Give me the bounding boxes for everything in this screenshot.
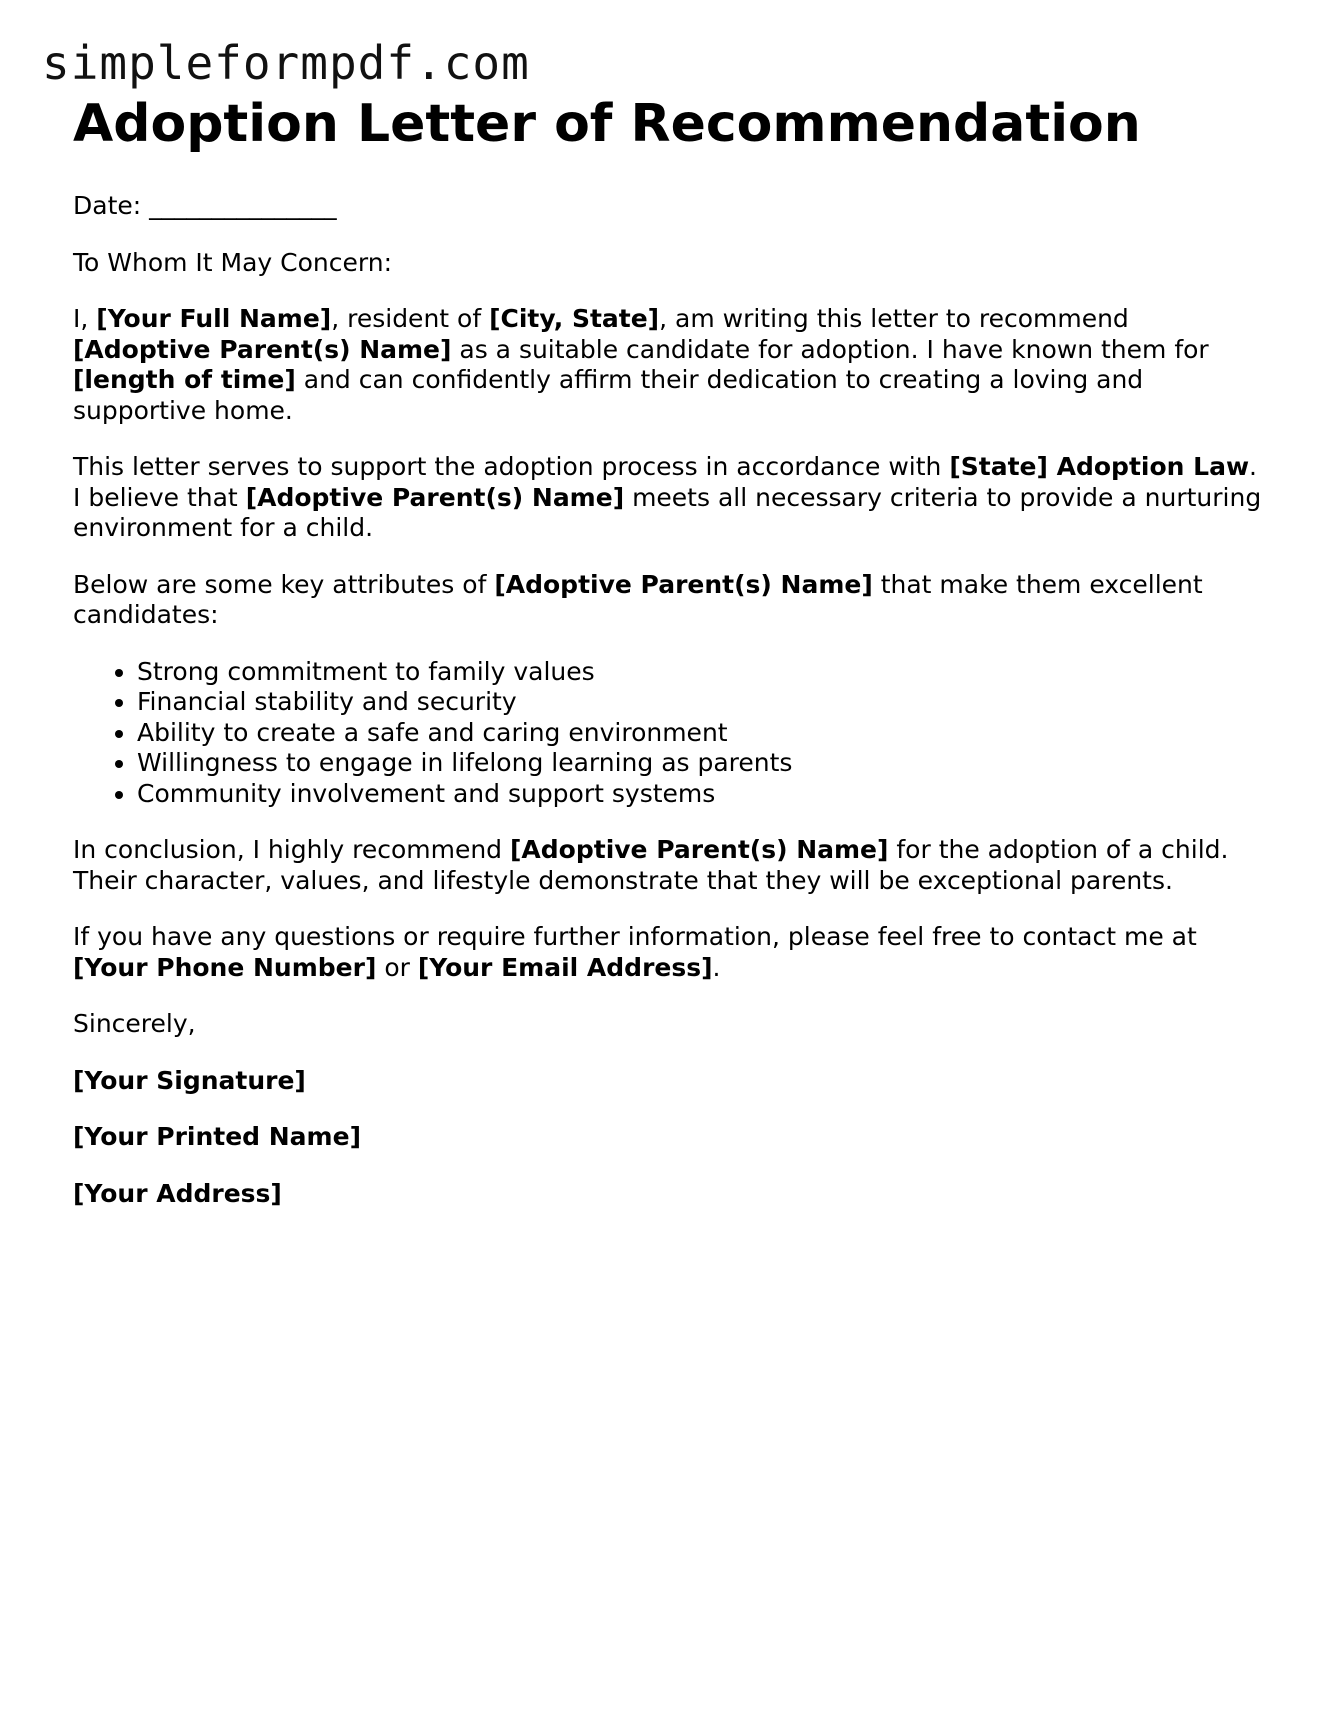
adoptive-parent-placeholder: [Adoptive Parent(s) Name] bbox=[245, 482, 625, 512]
adoptive-parent-placeholder: [Adoptive Parent(s) Name] bbox=[73, 334, 452, 364]
closing: Sincerely, bbox=[73, 1009, 196, 1038]
text: that make them excellent candidates: bbox=[73, 569, 1203, 629]
signature-placeholder bbox=[73, 1066, 1263, 1097]
letter-page bbox=[73, 92, 1263, 1209]
address-placeholder bbox=[73, 1179, 1263, 1210]
text: Below are some key attributes of bbox=[73, 569, 495, 599]
printed-name-placeholder bbox=[73, 1122, 1263, 1153]
text: and can confidently affirm their dedication to creating a loving and supportive home. bbox=[73, 365, 1144, 425]
date-line: Date: _______________ bbox=[73, 191, 337, 220]
email-placeholder: [Your Email Address] bbox=[417, 952, 713, 982]
text: meets all necessary criteria to provide a nurturing environment for a child. bbox=[73, 482, 1262, 542]
adoptive-parent-placeholder: [Adoptive Parent(s) Name] bbox=[494, 569, 873, 599]
state-law-placeholder: [State] Adoption Law bbox=[949, 452, 1250, 481]
city-state-placeholder: [City, State] bbox=[489, 304, 660, 333]
text: as a suitable candidate for adoption. I have known them for bbox=[451, 334, 1209, 364]
list-item: • Ability to create a safe and caring environment bbox=[137, 718, 1263, 749]
phone-placeholder: [Your Phone Number] bbox=[73, 952, 377, 982]
contact-paragraph bbox=[73, 922, 1263, 983]
salutation: To Whom It May Concern: bbox=[73, 247, 393, 277]
text: . bbox=[712, 952, 721, 982]
address-text: [Your Address] bbox=[73, 1178, 282, 1208]
text: I, bbox=[73, 304, 97, 333]
list-item: • Willingness to engage in lifelong learning as parents bbox=[137, 748, 1263, 779]
conclusion-paragraph bbox=[73, 835, 1263, 896]
adoptive-parent-placeholder: [Adoptive Parent(s) Name] bbox=[510, 835, 889, 864]
law-paragraph bbox=[73, 452, 1263, 544]
attributes-list bbox=[73, 657, 1263, 810]
list-item: • Strong commitment to family values bbox=[137, 657, 1263, 688]
text: . I believe that bbox=[73, 452, 1257, 512]
page-title: Adoption Letter of Recommendation bbox=[73, 94, 1141, 154]
full-name-placeholder: [Your Full Name] bbox=[96, 304, 332, 333]
intro-paragraph bbox=[73, 304, 1263, 426]
list-item: • Community involvement and support systems bbox=[137, 779, 1263, 810]
text: for the adoption of a child. Their character, values, and lifestyle demonstrate that they will be exceptional parents. bbox=[73, 835, 1229, 895]
text: This letter serves to support the adoption process in accordance with bbox=[73, 452, 950, 481]
signature-text: [Your Signature] bbox=[73, 1065, 306, 1095]
printed-name-text: [Your Printed Name] bbox=[73, 1122, 361, 1151]
text: , am writing this letter to recommend bbox=[659, 304, 1129, 333]
text: If you have any questions or require further information, please feel free to contact me at bbox=[73, 922, 1197, 951]
text: , resident of bbox=[331, 304, 490, 333]
length-of-time-placeholder: [length of time] bbox=[73, 365, 296, 394]
text: or bbox=[376, 952, 418, 982]
site-watermark: simpleformpdf.com bbox=[42, 36, 530, 90]
attributes-intro-paragraph bbox=[73, 570, 1263, 631]
list-item: • Financial stability and security bbox=[137, 687, 1263, 718]
text: In conclusion, I highly recommend bbox=[73, 835, 510, 864]
